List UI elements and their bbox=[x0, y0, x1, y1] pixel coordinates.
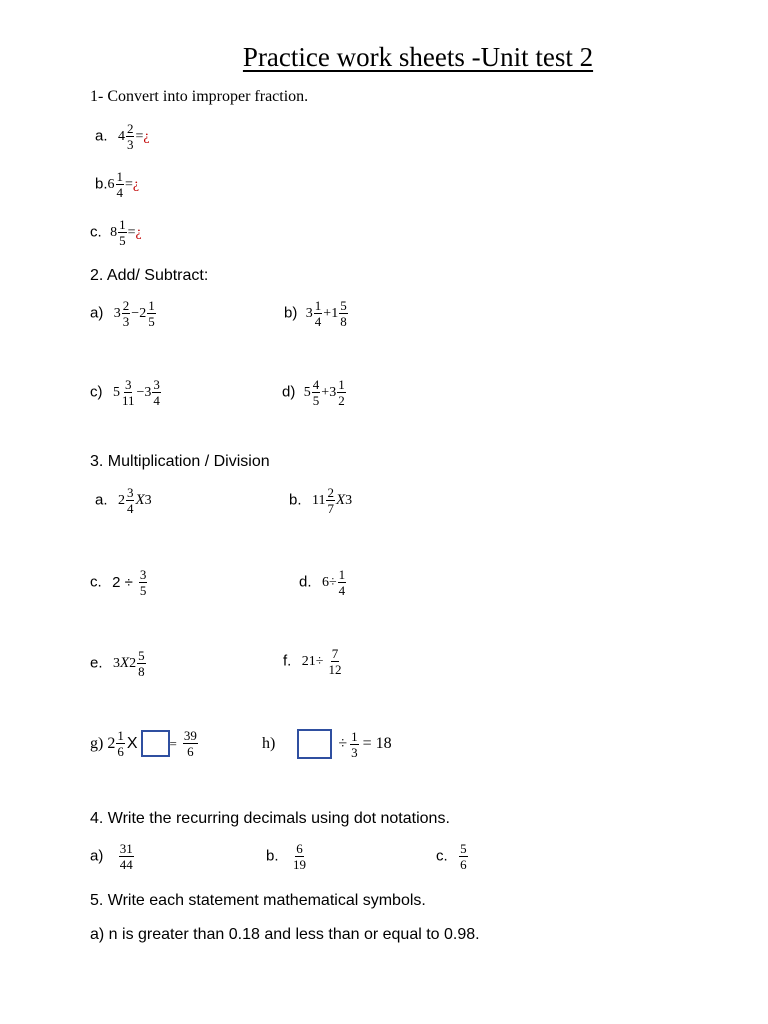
fraction: $\frac{4}{5}$ bbox=[312, 377, 320, 408]
question-5-heading: 5. Write each statement mathematical symbols. bbox=[90, 892, 426, 909]
answer-box[interactable] bbox=[297, 729, 332, 759]
whole-number: 11 bbox=[311, 492, 326, 508]
item-label: a) bbox=[90, 304, 104, 322]
question-3h bbox=[262, 729, 392, 759]
item-label: c. bbox=[90, 573, 102, 591]
expression-text: 6÷ bbox=[321, 574, 337, 590]
item-label: f. bbox=[283, 652, 292, 670]
question-3b bbox=[289, 486, 352, 515]
operator: + bbox=[323, 305, 332, 321]
item-label: b. bbox=[95, 175, 108, 193]
question-3-heading: 3. Multiplication / Division bbox=[90, 453, 270, 470]
whole-number: 2 bbox=[129, 655, 137, 671]
expression-text: 2 ÷ bbox=[112, 574, 133, 591]
item-label: e. bbox=[90, 654, 103, 672]
item-label: d. bbox=[299, 573, 312, 591]
multiply-sign: X bbox=[135, 492, 145, 508]
question-2c bbox=[90, 378, 162, 407]
question-1c bbox=[90, 218, 142, 247]
fraction: $\frac{1}{5}$ bbox=[119, 217, 126, 248]
fraction: $\frac{2}{3}$ bbox=[122, 298, 130, 329]
whole-number: 6 bbox=[107, 176, 115, 192]
fraction: $\frac{5}{8}$ bbox=[138, 648, 145, 679]
question-1a bbox=[95, 122, 150, 151]
placeholder-mark: ¿ bbox=[143, 128, 150, 144]
item-label: c. bbox=[436, 847, 448, 865]
item-label: c) bbox=[90, 383, 103, 401]
fraction: $\frac{1}{3}$ bbox=[351, 728, 358, 760]
number: 3 bbox=[144, 492, 152, 508]
multiply-sign: X bbox=[126, 734, 138, 752]
whole-number: 2 bbox=[117, 492, 125, 508]
fraction: $\frac{3}{4}$ bbox=[153, 377, 160, 408]
fraction: $\frac{1}{2}$ bbox=[338, 377, 345, 408]
whole-number: 5 bbox=[112, 384, 120, 400]
multiply-sign: X bbox=[335, 492, 346, 508]
fraction: $\frac{3}{11}$ bbox=[121, 377, 135, 408]
operator: + bbox=[321, 384, 330, 400]
placeholder-mark: ¿ bbox=[135, 224, 142, 240]
equals-sign: = bbox=[127, 224, 136, 240]
fraction: $\frac{1}{4}$ bbox=[314, 298, 322, 329]
answer-box[interactable] bbox=[141, 730, 170, 757]
item-label: a. bbox=[95, 491, 108, 509]
whole-number: 4 bbox=[117, 128, 125, 144]
question-3a bbox=[95, 486, 152, 515]
equals-sign: = bbox=[169, 736, 177, 751]
fraction: $\frac{2}{7}$ bbox=[327, 485, 334, 516]
question-3e bbox=[90, 649, 147, 678]
operator: − bbox=[136, 384, 145, 400]
fraction: $\frac{5}{8}$ bbox=[340, 298, 347, 329]
question-2b bbox=[284, 299, 349, 328]
question-2a bbox=[90, 299, 157, 328]
question-2-heading: 2. Add/ Subtract: bbox=[90, 267, 209, 284]
whole-number: 8 bbox=[110, 224, 118, 240]
question-4a bbox=[90, 842, 135, 871]
item-label: a. bbox=[95, 127, 108, 145]
whole-number: 3 bbox=[329, 384, 337, 400]
fraction: $\frac{3}{4}$ bbox=[126, 485, 134, 516]
whole-number: 2 bbox=[107, 734, 116, 752]
question-3c bbox=[90, 568, 148, 597]
placeholder-mark: ¿ bbox=[132, 176, 140, 192]
number: 3 bbox=[112, 655, 120, 671]
item-label: b. bbox=[289, 491, 302, 509]
whole-number: 5 bbox=[303, 384, 311, 400]
fraction: $\frac{31}{44}$ bbox=[119, 841, 133, 872]
equals-sign: = bbox=[135, 128, 144, 144]
item-label: h) bbox=[262, 735, 276, 752]
result-fraction: $\frac{39}{6}$ bbox=[183, 728, 197, 759]
whole-number: 3 bbox=[113, 305, 121, 321]
fraction: $\frac{2}{3}$ bbox=[126, 121, 134, 152]
operator: − bbox=[131, 305, 140, 321]
item-label: g) bbox=[90, 734, 104, 752]
whole-number: 3 bbox=[144, 384, 152, 400]
question-2d bbox=[282, 378, 347, 407]
fraction: $\frac{1}{6}$ bbox=[117, 728, 124, 759]
item-label: c. bbox=[90, 223, 102, 241]
question-3d bbox=[299, 568, 347, 597]
fraction: $\frac{5}{6}$ bbox=[460, 841, 467, 872]
fraction: $\frac{1}{4}$ bbox=[338, 567, 346, 598]
number: 3 bbox=[345, 492, 353, 508]
page-title: Practice work sheets -Unit test 2 bbox=[242, 42, 594, 72]
item-label: d) bbox=[282, 383, 296, 401]
fraction: $\frac{1}{5}$ bbox=[148, 298, 155, 329]
multiply-sign: X bbox=[119, 655, 130, 671]
whole-number: 3 bbox=[305, 305, 313, 321]
fraction: $\frac{3}{5}$ bbox=[139, 567, 147, 598]
fraction: $\frac{6}{19}$ bbox=[292, 841, 306, 872]
whole-number: 2 bbox=[139, 305, 147, 321]
item-label: a) bbox=[90, 847, 104, 865]
whole-number: 1 bbox=[331, 305, 339, 321]
question-3g bbox=[90, 729, 199, 758]
question-4b bbox=[266, 842, 308, 871]
expression-text: 21÷ bbox=[301, 653, 324, 669]
item-label: b. bbox=[266, 847, 279, 865]
fraction: $\frac{1}{4}$ bbox=[116, 169, 124, 200]
item-label: b) bbox=[284, 304, 298, 322]
question-1b bbox=[95, 170, 139, 199]
divide-sign: ÷ bbox=[338, 735, 348, 752]
result-text: = 18 bbox=[362, 735, 392, 752]
question-4c bbox=[436, 842, 469, 871]
fraction: $\frac{7}{12}$ bbox=[328, 646, 342, 677]
question-1-heading: 1- Convert into improper fraction. bbox=[90, 88, 309, 105]
question-5a: a) n is greater than 0.18 and less than or equal to 0.98. bbox=[90, 926, 480, 943]
equals-sign: = bbox=[125, 176, 133, 192]
question-4-heading: 4. Write the recurring decimals using dot notations. bbox=[90, 810, 450, 827]
question-3f bbox=[283, 647, 343, 676]
